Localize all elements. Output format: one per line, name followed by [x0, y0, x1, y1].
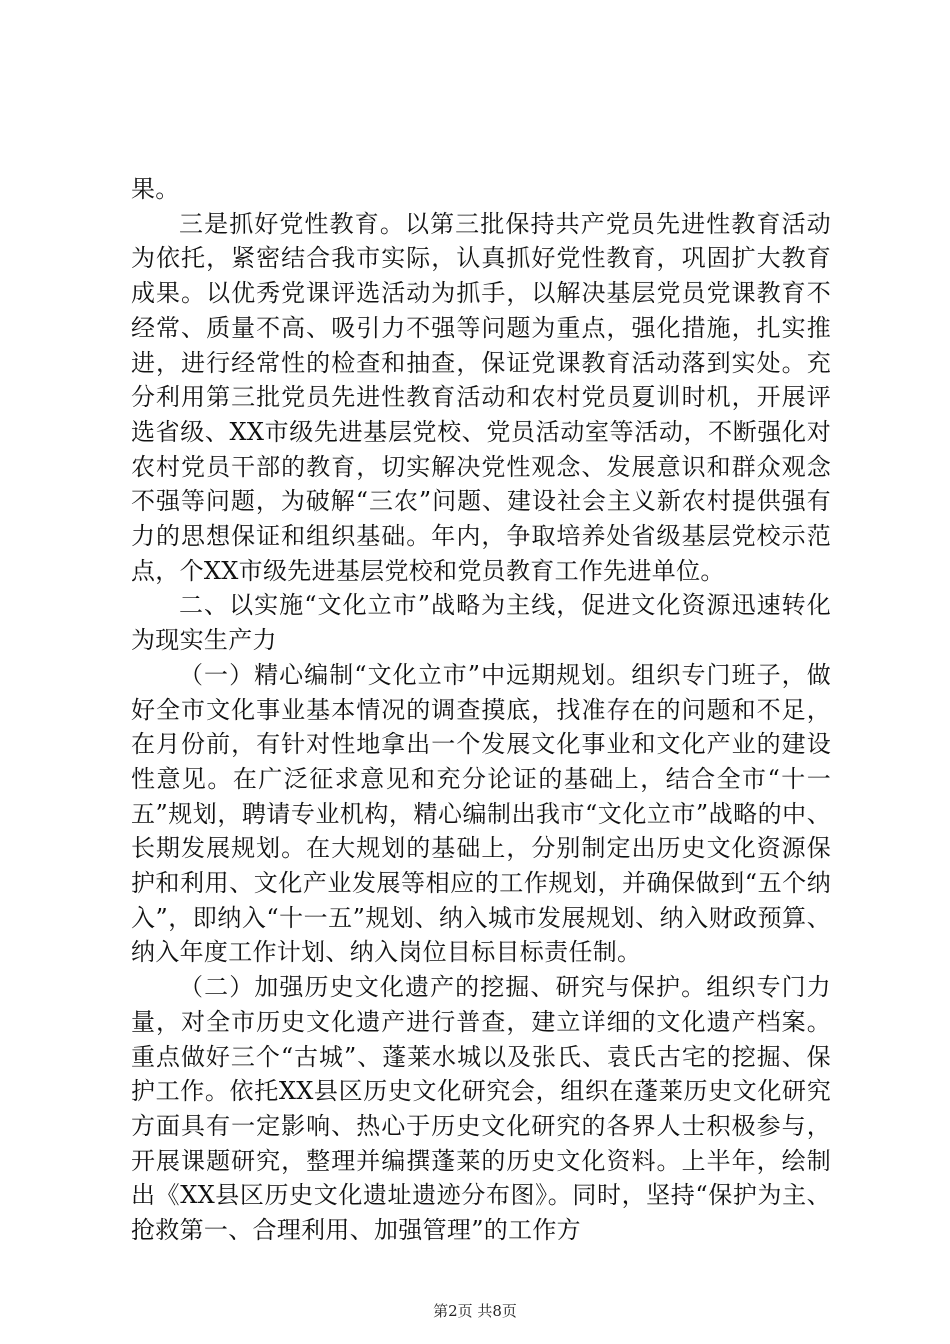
section-heading-culture-strategy: 二、以实施“文化立市”战略为主线，促进文化资源迅速转化为现实生产力	[131, 591, 831, 655]
page-number-footer: 第2页 共8页	[433, 1302, 517, 1320]
paragraph-culture-planning: （一）精心编制“文化立市”中远期规划。组织专门班子，做好全市文化事业基本情况的调查摸底，找准存在的问题和不足，在月份前，有针对性地拿出一个发展文化事业和文化产业的建设性意见。在广泛征求意见和充分论证的基础上，结合全市“十一五”规划，聘请专业机构，精心编制出我市“文化立市”战略的中、长期发展规划。在大规划的基础上，分别制定出历史文化资源保护和利用、文化产业发展等相应的工作规划，并确保做到“五个纳入”，即纳入“十一五”规划、纳入城市发展规划、纳入财政预算、纳入年度工作计划、纳入岗位目标目标责任制。	[131, 660, 831, 967]
document-body	[131, 172, 831, 1248]
paragraph-continuation: 果。	[131, 175, 180, 203]
paragraph-heritage-protection: （二）加强历史文化遗产的挖掘、研究与保护。组织专门力量，对全市历史文化遗产进行普查，建立详细的文化遗产档案。重点做好三个“古城”、蓬莱水城以及张氏、袁氏古宅的挖掘、保护工作。依托XX县区历史文化研究会，组织在蓬莱历史文化研究方面具有一定影响、热心于历史文化研究的各界人士积极参与，开展课题研究，整理并编撰蓬莱的历史文化资料。上半年，绘制出《XX县区历史文化遗址遗迹分布图》。同时，坚持“保护为主、抢救第一、合理利用、加强管理”的工作方	[131, 973, 831, 1245]
paragraph-party-education: 三是抓好党性教育。以第三批保持共产党员先进性教育活动为依托，紧密结合我市实际，认真抓好党性教育，巩固扩大教育成果。以优秀党课评选活动为抓手，以解决基层党员党课教育不经常、质量不高、吸引力不强等问题为重点，强化措施，扎实推进，进行经常性的检查和抽查，保证党课教育活动落到实处。充分利用第三批党员先进性教育活动和农村党员夏训时机，开展评选省级、XX市级先进基层党校、党员活动室等活动，不断强化对农村党员干部的教育，切实解决党性观念、发展意识和群众观念不强等问题，为破解“三农”问题、建设社会主义新农村提供强有力的思想保证和组织基础。年内，争取培养处省级基层党校示范点，个XX市级先进基层党校和党员教育工作先进单位。	[131, 209, 831, 585]
